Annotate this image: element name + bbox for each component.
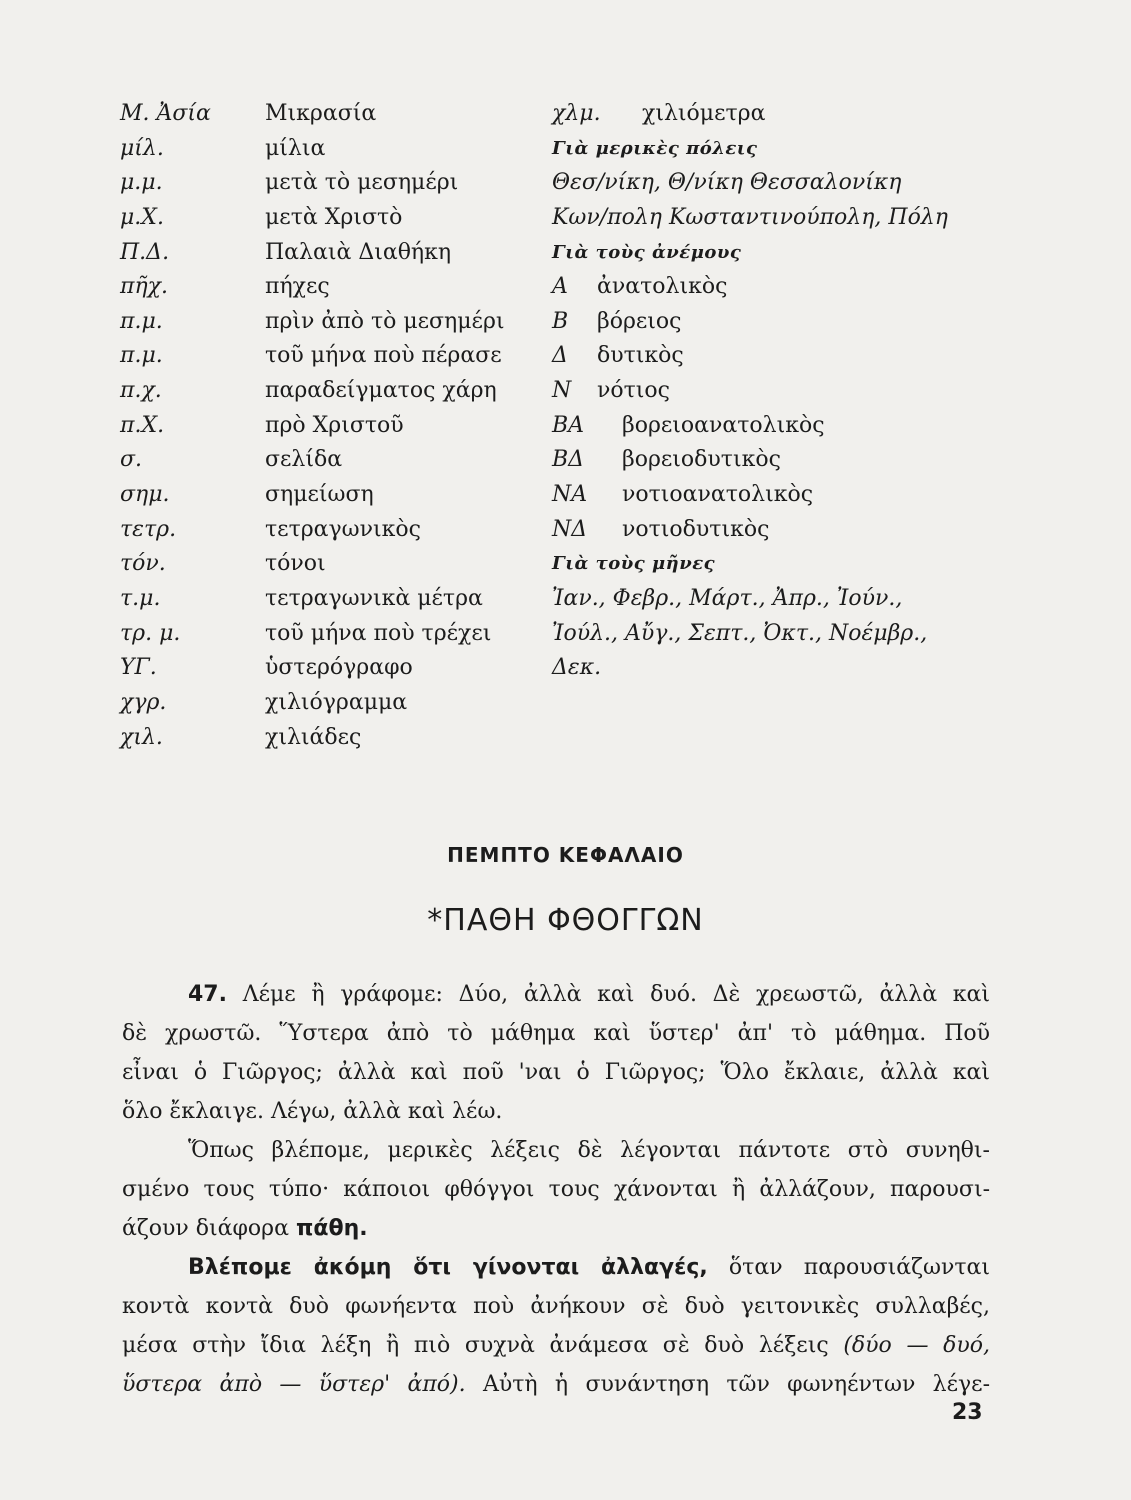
abbreviation-meaning: χιλιάδες (265, 724, 362, 750)
wind-abbreviation: Δ (552, 343, 568, 369)
paragraph-line (122, 975, 990, 1014)
abbreviation-meaning: μετὰ Χριστὸ (265, 204, 403, 230)
paragraph-47 (122, 975, 990, 1131)
list-item (120, 617, 550, 652)
list-item (120, 721, 550, 756)
abbreviation: τόν. (120, 551, 166, 577)
paragraph-line: εἶναι ὁ Γιῶργος; ἀλλὰ καὶ ποῦ 'ναι ὁ Γιῶργος; Ὅλο ἔκλαιε, ἀλλὰ καὶ (122, 1060, 990, 1085)
paragraph-line (122, 1248, 990, 1287)
wind-meaning: νότιος (597, 378, 670, 404)
list-item (552, 513, 1012, 548)
abbreviation: π.μ. (120, 308, 163, 334)
wind-abbreviation: ΝΑ (552, 482, 588, 508)
wind-meaning: δυτικὸς (597, 343, 684, 369)
abbreviation: Μ. Ἀσία (120, 101, 211, 126)
bold-term: πάθη. (295, 1216, 368, 1241)
list-item (120, 513, 550, 548)
abbreviation-meaning: πρὶν ἀπὸ τὸ μεσημέρι (265, 308, 505, 334)
list-item (120, 478, 550, 513)
abbreviation-list-right (552, 97, 1012, 686)
winds-heading: Γιὰ τοὺς ἀνέμους (552, 241, 742, 263)
abbreviation: πῆχ. (120, 274, 168, 300)
abbreviation: χγρ. (120, 689, 167, 715)
months-line-3: Δεκ. (552, 655, 602, 681)
abbreviation-meaning: πήχες (265, 274, 330, 300)
abbreviation-meaning: τετραγωνικὰ μέτρα (265, 585, 483, 611)
section-title: *ΠΑΘΗ ΦΘΟΓΓΩΝ (427, 903, 704, 938)
months-line-1: Ἰαν., Φεβρ., Μάρτ., Ἀπρ., Ἰούν., (552, 585, 903, 611)
list-item (120, 305, 550, 340)
abbreviation-meaning: σημείωση (265, 482, 374, 508)
paragraph-line: δὲ χρωστῶ. Ὕστερα ἀπὸ τὸ μάθημα καὶ ὕστερ' ἀπ' τὸ μάθημα. Ποῦ (122, 1021, 990, 1046)
wind-abbreviation: ΒΔ (552, 447, 585, 473)
list-item (552, 97, 1012, 132)
list-item (120, 443, 550, 478)
list-item (120, 236, 550, 271)
abbreviation: Π.Δ. (120, 239, 170, 265)
abbreviation-meaning: Παλαιὰ Διαθήκη (265, 239, 452, 265)
abbreviation-meaning: χιλιόμετρα (642, 101, 766, 126)
wind-meaning: νοτιοανατολικὸς (622, 482, 814, 508)
paragraph-line (122, 1365, 990, 1404)
months-line-2: Ἰούλ., Αὔγ., Σεπτ., Ὀκτ., Νοέμβρ., (552, 620, 928, 646)
wind-meaning: νοτιοδυτικὸς (622, 516, 770, 542)
list-item (120, 270, 550, 305)
list-item (120, 651, 550, 686)
wind-meaning: βόρειος (597, 308, 682, 334)
abbreviation-meaning: σελίδα (265, 447, 343, 473)
list-item (120, 132, 550, 167)
abbreviation-meaning: μετὰ τὸ μεσημέρι (265, 170, 459, 196)
abbreviation: τρ. μ. (120, 620, 181, 646)
abbreviation: μ.μ. (120, 170, 163, 196)
abbreviation-meaning: τοῦ μήνα ποὺ πέρασε (265, 343, 502, 369)
wind-abbreviation: Α (552, 274, 568, 300)
abbreviation-list-left (120, 97, 550, 755)
winds-list (552, 270, 1012, 547)
list-item (120, 686, 550, 721)
wind-abbreviation: ΝΔ (552, 516, 588, 542)
paragraph-forms (122, 1131, 990, 1248)
abbreviation-meaning: τετραγωνικὸς (265, 516, 421, 542)
paragraph-changes (122, 1248, 990, 1404)
paragraph-number: 47. (188, 982, 227, 1007)
list-item (552, 305, 1012, 340)
paragraph-text: ὅταν παρουσιάζωνται (728, 1255, 990, 1280)
wind-meaning: βορειοανατολικὸς (622, 412, 825, 438)
paragraph-line (122, 1209, 990, 1248)
abbreviation: σημ. (120, 482, 170, 508)
paragraph-text: μέσα στὴν ἴδια λέξη ἢ πιὸ συχνὰ ἀνάμεσα σὲ δυὸ λέξεις (122, 1333, 829, 1358)
wind-abbreviation: ΒΑ (552, 412, 585, 438)
abbreviation: τετρ. (120, 516, 177, 542)
abbreviation-meaning: πρὸ Χριστοῦ (265, 412, 404, 438)
abbreviation-meaning: χιλιόγραμμα (265, 689, 408, 715)
paragraph-text: Αὐτὴ ἡ συνάντηση τῶν φωνηέντων λέγε- (482, 1372, 990, 1397)
abbreviation: π.χ. (120, 378, 162, 404)
list-item (120, 582, 550, 617)
list-item (552, 339, 1012, 374)
example-text: ὕστερα ἀπὸ — ὕστερ' ἀπό). (122, 1372, 466, 1397)
list-item (552, 270, 1012, 305)
list-item (552, 443, 1012, 478)
paragraph-line: σμένο τους τύπο· κάποιοι φθόγγοι τους χάνονται ἢ ἀλλάζουν, παρουσι- (122, 1177, 990, 1202)
list-item (120, 409, 550, 444)
abbreviation-meaning: τόνοι (265, 551, 326, 577)
paragraph-line: ὅλο ἔκλαιγε. Λέγω, ἀλλὰ καὶ λέω. (122, 1099, 503, 1124)
city-abbreviation-2: Κων/πολη Κωσταντινούπολη, Πόλη (552, 204, 948, 230)
abbreviation-meaning: μίλια (265, 135, 326, 161)
abbreviation-meaning: παραδείγματος χάρη (265, 378, 497, 404)
abbreviation: μίλ. (120, 135, 164, 161)
months-heading: Γιὰ τοὺς μῆνες (552, 553, 716, 575)
wind-abbreviation: Β (552, 308, 569, 334)
abbreviation: π.Χ. (120, 412, 165, 438)
abbreviation: χιλ. (120, 724, 163, 750)
bold-term: Βλέπομε ἀκόμη ὅτι γίνονται ἀλλαγές, (188, 1255, 708, 1280)
abbreviation: π.μ. (120, 343, 163, 369)
example-text: (δύο — δυό, (843, 1333, 990, 1358)
city-abbreviation-1: Θεσ/νίκη, Θ/νίκη Θεσσαλονίκη (552, 170, 902, 196)
list-item (120, 166, 550, 201)
wind-abbreviation: Ν (552, 378, 572, 404)
wind-meaning: ἀνατολικὸς (597, 274, 728, 300)
list-item (552, 374, 1012, 409)
paragraph-line: Ὅπως βλέπομε, μερικὲς λέξεις δὲ λέγονται πάντοτε στὸ συνηθι- (188, 1138, 990, 1163)
abbreviation: ΥΓ. (120, 655, 157, 681)
paragraph-line: κοντὰ κοντὰ δυὸ φωνήεντα ποὺ ἀνήκουν σὲ δυὸ γειτονικὲς συλλαβές, (122, 1294, 990, 1319)
paragraph-text: άζουν διάφορα (122, 1216, 289, 1241)
abbreviation: χλμ. (552, 101, 601, 126)
chapter-title: ΠΕΜΠΤΟ ΚΕΦΑΛΑΙΟ (447, 843, 684, 867)
abbreviation-meaning: ὑστερόγραφο (265, 655, 413, 681)
wind-meaning: βορειοδυτικὸς (622, 447, 781, 473)
list-item (120, 339, 550, 374)
list-item (120, 374, 550, 409)
list-item (120, 547, 550, 582)
paragraph-text: Λέμε ἢ γράφομε: Δύο, ἀλλὰ καὶ δυό. Δὲ χρεωστῶ, ἀλλὰ καὶ (242, 982, 990, 1007)
paragraph-line (122, 1326, 990, 1365)
list-item (552, 409, 1012, 444)
abbreviation: μ.Χ. (120, 204, 164, 230)
abbreviation-meaning: τοῦ μήνα ποὺ τρέχει (265, 620, 492, 646)
page-number: 23 (952, 1400, 983, 1425)
cities-heading: Γιὰ μερικὲς πόλεις (552, 137, 758, 159)
abbreviation-meaning: Μικρασία (265, 101, 377, 126)
abbreviation: σ. (120, 447, 143, 473)
list-item (120, 201, 550, 236)
list-item (552, 478, 1012, 513)
abbreviation: τ.μ. (120, 585, 161, 611)
list-item (120, 97, 550, 132)
